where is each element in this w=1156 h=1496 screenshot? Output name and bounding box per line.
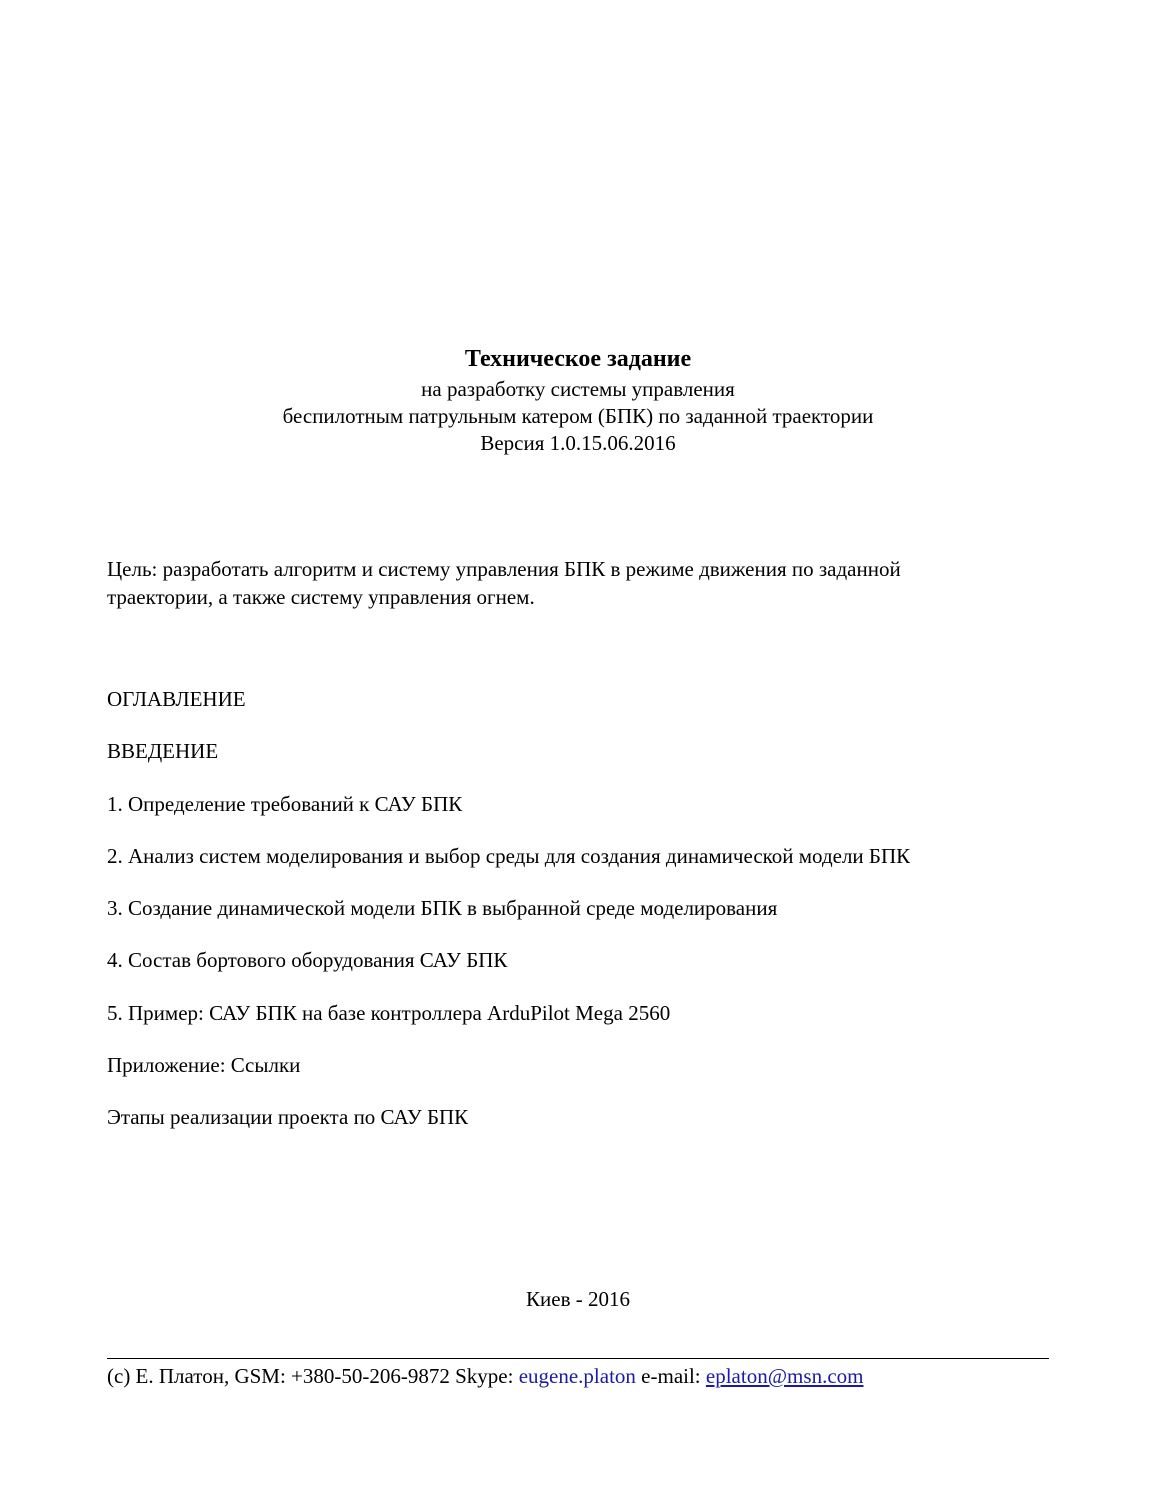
footer (107, 1362, 863, 1390)
footer-divider (107, 1358, 1049, 1359)
email-link[interactable]: eplaton@msn.com (705, 1364, 864, 1388)
toc-item-5[interactable]: 5. Пример: САУ БПК на базе контроллера ArduPilot Mega 2560 (107, 1000, 671, 1025)
title-block (0, 342, 1156, 457)
goal-line-2: траектории, а также систему управления огнем. (107, 585, 535, 609)
goal-paragraph (107, 555, 1007, 611)
document-title: Техническое задание (464, 346, 692, 372)
footer-email-label: e-mail: (635, 1364, 706, 1388)
toc-item-4[interactable]: 4. Состав бортового оборудования САУ БПК (107, 948, 508, 973)
goal-line-1: Цель: разработать алгоритм и систему управления БПК в режиме движения по заданной (107, 557, 901, 581)
toc-item-introduction[interactable]: ВВЕДЕНИЕ (107, 739, 219, 764)
toc-item-stages[interactable]: Этапы реализации проекта по САУ БПК (107, 1105, 469, 1130)
toc-item-3[interactable]: 3. Создание динамической модели БПК в выбранной среде моделирования (107, 896, 778, 921)
subtitle-line-1: на разработку системы управления (421, 377, 735, 401)
toc-item-1[interactable]: 1. Определение требований к САУ БПК (107, 791, 463, 816)
city-year: Киев - 2016 (526, 1287, 630, 1311)
toc-item-appendix[interactable]: Приложение: Ссылки (107, 1053, 301, 1078)
toc-heading: ОГЛАВЛЕНИЕ (107, 687, 246, 711)
toc-item-2[interactable]: 2. Анализ систем моделирования и выбор среды для создания динамической модели БПК (107, 843, 911, 868)
footer-copyright: (с) Е. Платон, GSM: +380-50-206-9872 Skype: (107, 1364, 519, 1388)
skype-link[interactable]: eugene.platon (518, 1364, 636, 1388)
subtitle-line-2: беспилотным патрульным катером (БПК) по заданной траектории (282, 404, 874, 428)
version-line: Версия 1.0.15.06.2016 (480, 431, 676, 455)
table-of-contents (107, 685, 1067, 1156)
